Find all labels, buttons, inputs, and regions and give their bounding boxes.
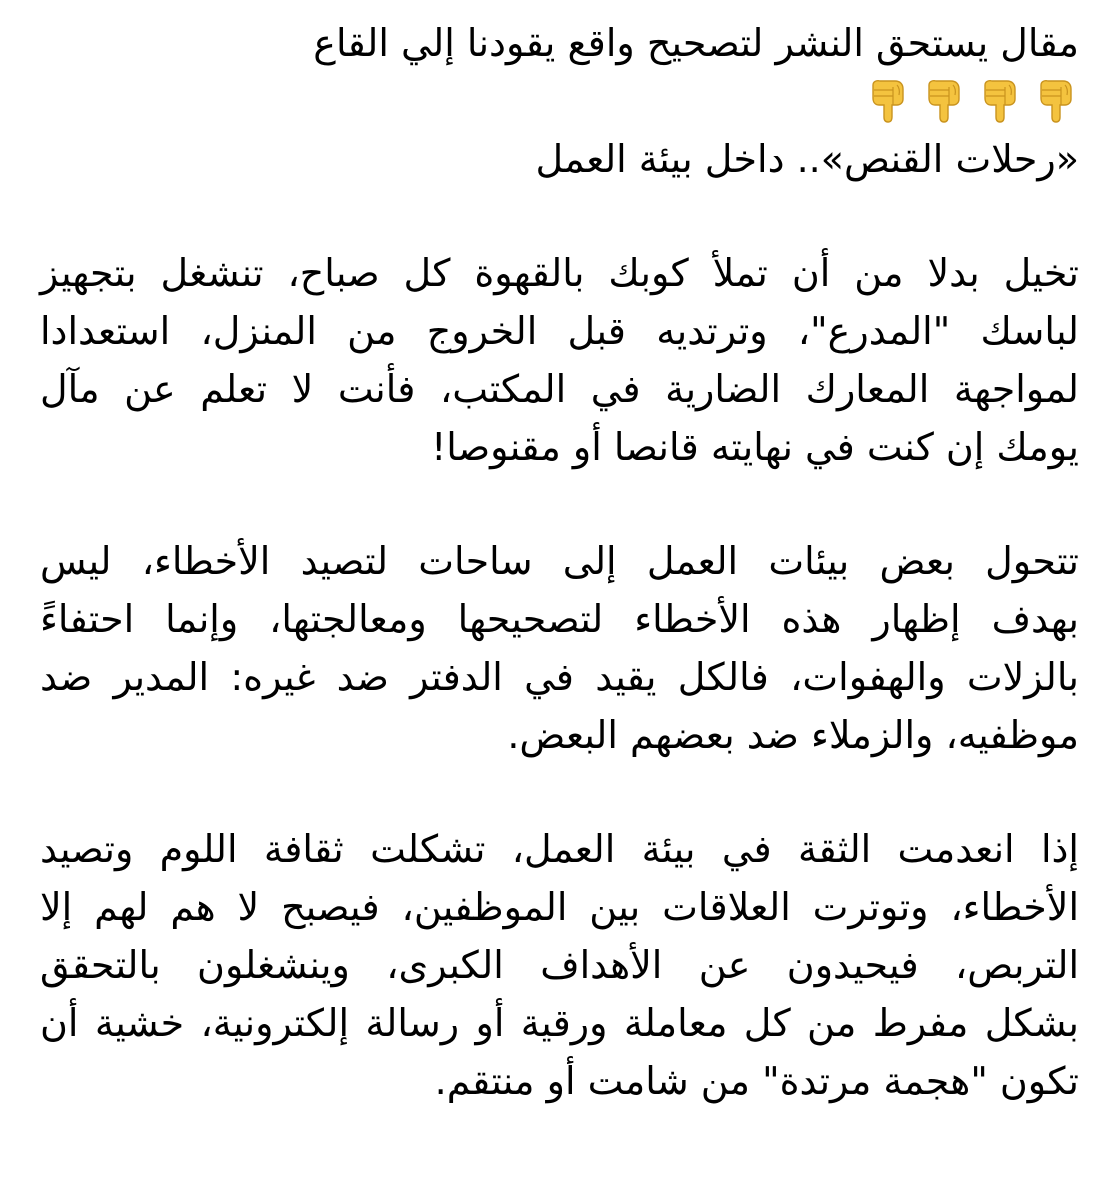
pointing-down-hand-icon (869, 79, 907, 123)
paragraph-line: لباسك "المدرع"، وترتديه قبل الخروج من المنزل، استعدادا (40, 309, 1079, 353)
pointing-down-hand-icon (981, 79, 1019, 123)
paragraph-line: يومك إن كنت في نهايته قانصا أو مقنوصا! (431, 425, 1079, 469)
paragraph-line: موظفيه، والزملاء ضد بعضهم البعض. (507, 713, 1079, 757)
paragraph-line: التربص، فيحيدون عن الأهداف الكبرى، وينشغلون بالتحقق (40, 943, 1079, 987)
paragraph-1 (40, 244, 1079, 476)
paragraph-line: الأخطاء، وتوترت العلاقات بين الموظفين، فيصبح لا هم لهم إلا (40, 885, 1079, 929)
paragraph-line: لمواجهة المعارك الضارية في المكتب، فأنت لا تعلم عن مآل (40, 367, 1079, 411)
emoji-row (40, 72, 1079, 130)
paragraph-line: بالزلات والهفوات، فالكل يقيد في الدفتر ضد غيره: المدير ضد (40, 655, 1079, 699)
paragraph-line: إذا انعدمت الثقة في بيئة العمل، تشكلت ثقافة اللوم وتصيد (40, 827, 1079, 871)
paragraph-line: تكون "هجمة مرتدة" من شامت أو منتقم. (434, 1059, 1079, 1103)
paragraph-2 (40, 532, 1079, 764)
article-intro-line: مقال يستحق النشر لتصحيح واقع يقودنا إلي القاع (313, 21, 1079, 65)
paragraph-line: بهدف إظهار هذه الأخطاء لتصحيحها ومعالجتها، وإنما احتفاءً (40, 597, 1079, 641)
pointing-down-hand-icon (925, 79, 963, 123)
article-title: «رحلات القنص».. داخل بيئة العمل (535, 137, 1079, 181)
paragraph-line: بشكل مفرط من كل معاملة ورقية أو رسالة إلكترونية، خشية أن (40, 1001, 1079, 1045)
paragraph-line: تتحول بعض بيئات العمل إلى ساحات لتصيد الأخطاء، ليس (40, 539, 1079, 583)
pointing-down-hand-icon (1037, 79, 1075, 123)
paragraph-3 (40, 820, 1079, 1110)
paragraph-line: تخيل بدلا من أن تملأ كوبك بالقهوة كل صباح، تنشغل بتجهيز (40, 251, 1079, 295)
